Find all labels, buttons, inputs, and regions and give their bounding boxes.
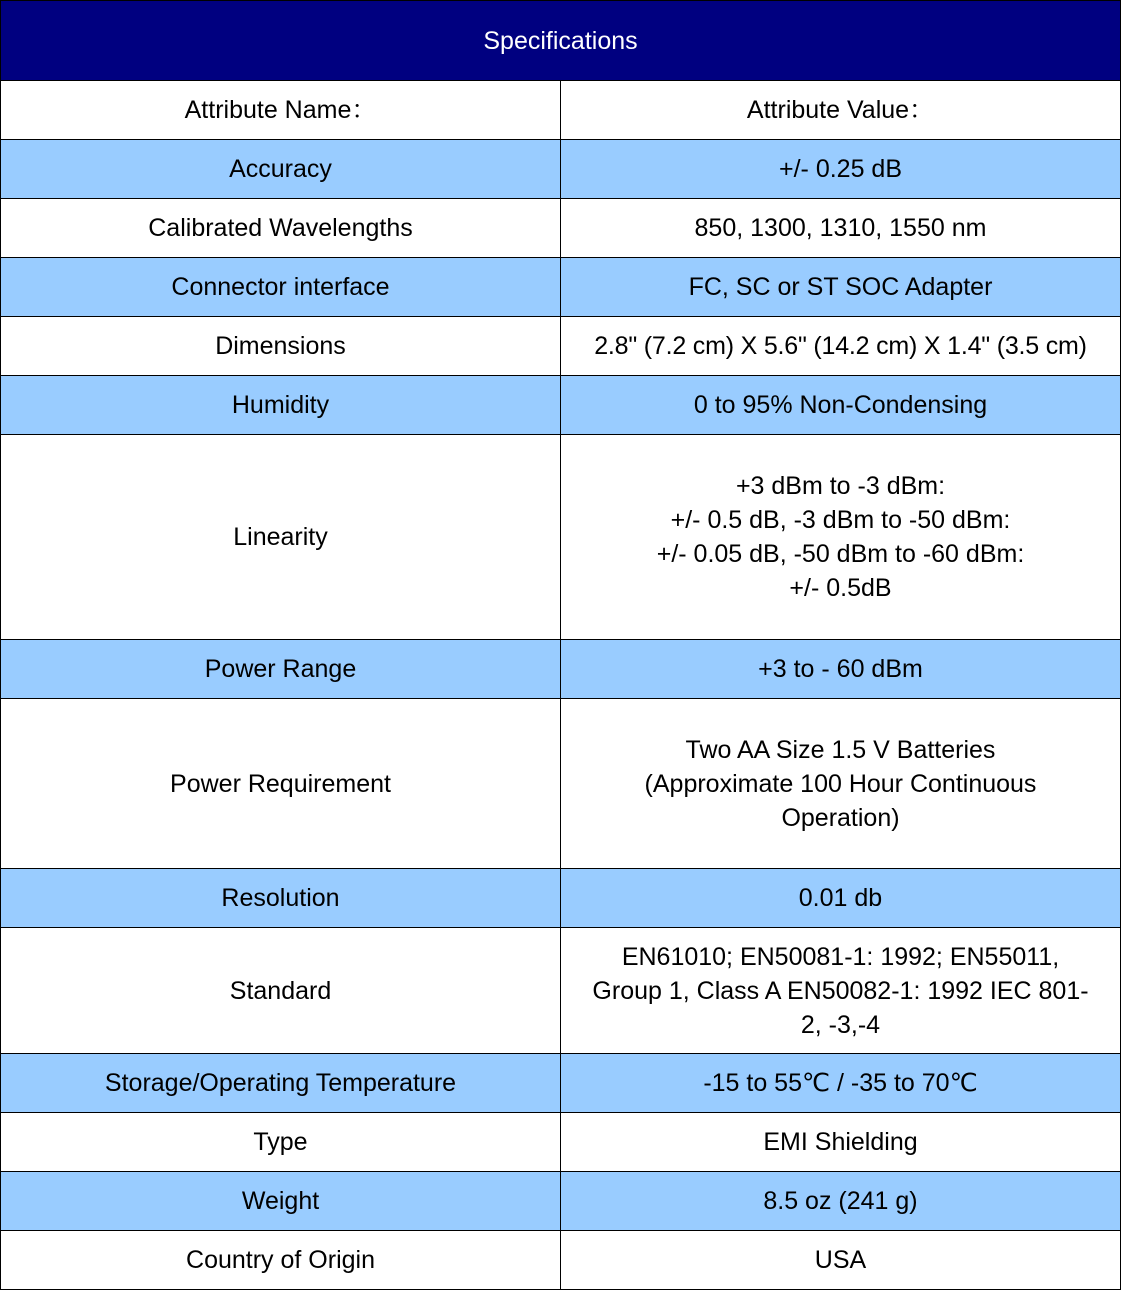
attribute-name: Humidity (1, 376, 561, 435)
attribute-name: Weight (1, 1172, 561, 1231)
table-row (1, 1113, 1121, 1172)
attribute-name: Type (1, 1113, 561, 1172)
attribute-name: Power Requirement (1, 699, 561, 869)
column-header-value: Attribute Value： (561, 81, 1121, 140)
attribute-value: +/- 0.25 dB (561, 140, 1121, 199)
attribute-value: +3 to - 60 dBm (561, 640, 1121, 699)
column-header-name: Attribute Name： (1, 81, 561, 140)
attribute-name: Linearity (1, 435, 561, 640)
attribute-value: 8.5 oz (241 g) (561, 1172, 1121, 1231)
attribute-value: -15 to 55℃ / -35 to 70℃ (561, 1054, 1121, 1113)
table-row (1, 699, 1121, 869)
table-row (1, 1054, 1121, 1113)
attribute-name: Dimensions (1, 317, 561, 376)
table-row (1, 199, 1121, 258)
attribute-value: USA (561, 1231, 1121, 1290)
attribute-name: Country of Origin (1, 1231, 561, 1290)
attribute-value: 2.8" (7.2 cm) X 5.6" (14.2 cm) X 1.4" (3.5 cm) (561, 317, 1121, 376)
attribute-name: Resolution (1, 869, 561, 928)
title-row (1, 1, 1121, 81)
table-row (1, 640, 1121, 699)
attribute-name: Accuracy (1, 140, 561, 199)
attribute-value: 850, 1300, 1310, 1550 nm (561, 199, 1121, 258)
table-row (1, 1231, 1121, 1290)
table-title: Specifications (1, 1, 1121, 81)
table-row (1, 258, 1121, 317)
attribute-name: Calibrated Wavelengths (1, 199, 561, 258)
attribute-name: Standard (1, 928, 561, 1054)
table-row (1, 928, 1121, 1054)
attribute-value: 0.01 db (561, 869, 1121, 928)
table-row (1, 869, 1121, 928)
table-row (1, 140, 1121, 199)
attribute-name: Power Range (1, 640, 561, 699)
table-row (1, 317, 1121, 376)
attribute-value: FC, SC or ST SOC Adapter (561, 258, 1121, 317)
attribute-name: Connector interface (1, 258, 561, 317)
attribute-value: EMI Shielding (561, 1113, 1121, 1172)
attribute-value: +3 dBm to -3 dBm: +/- 0.5 dB, -3 dBm to -50 dBm: +/- 0.05 dB, -50 dBm to -60 dBm: +/- 0.5dB (561, 435, 1121, 640)
attribute-name: Storage/Operating Temperature (1, 1054, 561, 1113)
table-row (1, 435, 1121, 640)
attribute-value: Two AA Size 1.5 V Batteries (Approximate 100 Hour Continuous Operation) (561, 699, 1121, 869)
column-header-row (1, 81, 1121, 140)
table-row (1, 1172, 1121, 1231)
table-row (1, 376, 1121, 435)
attribute-value: EN61010; EN50081-1: 1992; EN55011, Group 1, Class A EN50082-1: 1992 IEC 801- 2, -3,-4 (561, 928, 1121, 1054)
attribute-value: 0 to 95% Non-Condensing (561, 376, 1121, 435)
